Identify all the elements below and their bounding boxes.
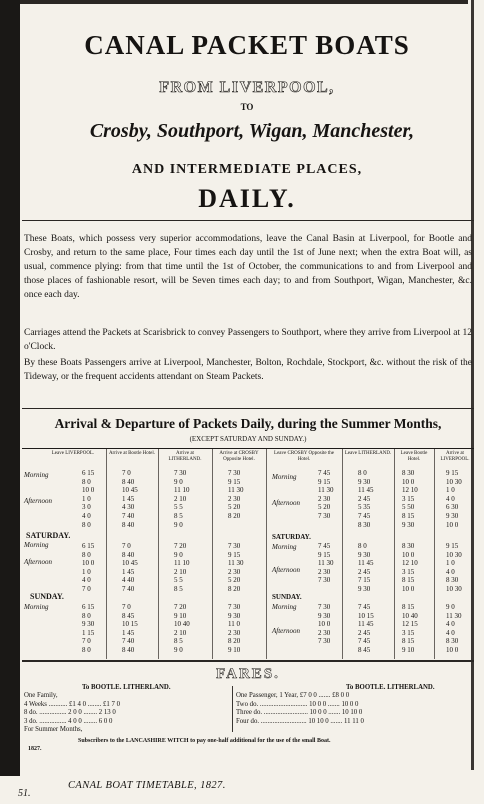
col-sep [158,449,159,659]
timetable-grid [22,448,474,659]
crosby-morning: Morning [272,603,297,611]
intermediate-places: AND INTERMEDIATE PLACES, [131,162,363,177]
paragraph-passengers: By these Boats Passengers arrive at Liverpool, Manchester, Bolton, Rochdale, Stockport, &c. without the risk of the Tideway, or the frequent accidents attendant on Steam Packets. [24,358,472,382]
crosby-sunday: SUNDAY. [272,593,302,601]
fare-row: Three do. .......................... 10 0 0 ....... 10 10 0 [236,709,363,717]
times-leave-crosby: 7 30 9 30 10 0 2 30 7 30 [318,603,331,646]
fare-row: For Summer Months, [24,726,83,734]
section-sunday: SUNDAY. [30,592,64,601]
timetable-subtitle: (EXCEPT SATURDAY AND SUNDAY.) [189,435,307,443]
fare-row: 3 do. ................ 4 0 0 ........ 6 0 0 [24,717,113,725]
header-leave-crosby: Leave CROSBY Opposite the Hotel. [274,451,334,462]
col-sep [434,449,435,659]
crosby-afternoon: Afternoon [272,566,300,574]
times-leave-crosby: 7 45 9 15 11 30 2 30 7 30 [318,542,334,585]
fare-row: 8 do. ................ 2 0 0 ........ 2 13 0 [24,709,116,717]
to-word: TO [240,102,254,112]
fares-family [24,684,229,734]
from-line: FROM LIVERPOOL, [159,79,335,96]
poster-year: 1827. [28,746,42,752]
times-arrive-crosby: 7 30 9 30 11 0 2 30 8 20 9 10 [228,603,241,654]
crosby-morning: Morning [272,473,297,481]
label-morning: Morning [24,541,49,549]
section-saturday: SATURDAY. [26,531,71,540]
times-arrive-liverpool: 9 15 10 30 1 0 4 0 8 30 10 30 [446,542,462,593]
scan-binding-edge [0,0,20,780]
fare-row: 4 Weeks ........... £1 4 0 ........ £1 7 0 [24,700,120,708]
times-leave-liverpool: 6 15 8 0 10 0 1 0 4 0 7 0 [82,542,95,593]
label-morning: Morning [24,471,49,479]
header-leave-bootle: Leave Bootle Hotel. [400,451,428,462]
label-morning: Morning [24,603,49,611]
header-leave-litherland: Leave LITHERLAND. [344,451,392,456]
paragraph-carriages: Carriages attend the Packets at Scarisbrick to convey Passengers to Southport, where they arrive from Liverpool at 12 o'Clock. [24,328,472,352]
fares-right-header: To BOOTLE. LITHERLAND. [346,684,435,691]
subscriber-note: Subscribers to the LANCASHIRE WITCH to pay one-half additional for the use of the small Boat. [78,738,331,744]
fares-divider [232,686,233,732]
times-leave-bootle: 8 30 10 0 12 10 3 15 8 15 10 0 [402,542,418,593]
times-arrive-crosby: 7 30 9 15 11 30 2 30 5 20 8 20 [228,542,244,593]
fares-left-header: To BOOTLE. LITHERLAND. [82,684,171,691]
col-sep [212,449,213,659]
header-arrive-liverpool: Arrive at LIVERPOOL. [440,451,470,462]
col-sep [394,449,395,659]
times-arrive-bootle: 7 0 8 40 10 45 1 45 4 30 7 40 8 40 [122,469,138,529]
divider [22,220,474,221]
destinations: Crosby, Southport, Wigan, Manchester, [89,120,415,142]
label-afternoon: Afternoon [24,497,52,505]
divider [22,408,474,409]
times-arrive-crosby: 7 30 9 15 11 30 2 30 5 20 8 20 [228,469,244,520]
crosby-afternoon: Afternoon [272,499,300,507]
fare-row: One Passenger, 1 Year, £7 0 0 ....... £8 0 0 [236,692,350,700]
header-arrive-litherland: Arrive at LITHERLAND. [168,451,202,462]
times-leave-crosby: 7 45 9 15 11 30 2 30 5 20 7 30 [318,469,334,520]
figure-caption: CANAL BOAT TIMETABLE, 1827. [68,780,226,791]
fares-title: FARES. [216,666,280,682]
times-arrive-liverpool: 9 0 11 30 4 0 4 0 8 30 10 0 [446,603,462,654]
col-sep [106,449,107,659]
times-leave-litherland: 7 45 10 15 11 45 2 45 7 45 8 45 [358,603,374,654]
times-arrive-litherland: 7 30 9 0 11 10 2 10 5 5 8 5 9 0 [174,469,190,529]
times-arrive-liverpool: 9 15 10 30 1 0 4 0 6 30 9 30 10 0 [446,469,462,529]
divider [22,660,474,662]
times-leave-liverpool: 6 15 8 0 9 30 1 15 7 0 8 0 [82,603,95,654]
times-arrive-litherland: 7 20 9 10 10 40 2 10 8 5 9 0 [174,603,190,654]
times-leave-litherland: 8 0 9 30 11 45 2 45 7 15 9 30 [358,542,374,593]
header-leave-liverpool: Leave LIVERPOOL. [51,451,95,456]
poster-title: CANAL PACKET BOATS [84,30,410,60]
crosby-saturday: SATURDAY. [272,533,311,541]
times-leave-litherland: 8 0 9 30 11 45 2 45 5 35 7 45 8 30 [358,469,374,529]
header-arrive-crosby: Arrive at CROSBY Opposite Hotel. [219,451,259,462]
label-afternoon: Afternoon [24,558,52,566]
col-sep [342,449,343,659]
times-leave-bootle: 8 15 10 40 12 15 3 15 8 15 9 10 [402,603,418,654]
times-arrive-bootle: 7 0 8 45 10 15 1 45 7 40 8 40 [122,603,138,654]
fares-single [236,684,472,734]
timetable-title: Arrival & Departure of Packets Daily, during the Summer Months, [54,416,442,431]
fare-row: One Family, [24,692,58,700]
fare-row: Four do. ........................... 10 10 0 ....... 11 11 0 [236,717,364,725]
figure-number: 51. [18,788,31,799]
times-leave-bootle: 8 30 10 0 12 10 3 15 5 50 8 15 9 30 [402,469,418,529]
crosby-afternoon: Afternoon [272,627,300,635]
crosby-morning: Morning [272,543,297,551]
times-leave-liverpool: 6 15 8 0 10 0 1 0 3 0 4 0 8 0 [82,469,95,529]
col-sep [266,449,267,659]
timetable-poster [22,4,472,772]
header-arrive-bootle: Arrive at Bootle Hotel. [108,451,156,456]
times-arrive-litherland: 7 20 9 0 11 10 2 10 5 5 8 5 [174,542,190,593]
paragraph-boats: These Boats, which possess very superior accommodations, leave the Canal Basin at Liverpool, for Bootle and Crosby, and return to the same place, Four times each day until the 1st of June next; when the extra Boat will, as usual, commence plying: from that time until the 1st of October, the communications to and from Liverpool and those places of fashionable resort, will be Seven times each day; to and from Southport, Wigan, Manchester, &c. once each day. [24,234,472,300]
daily-heading: DAILY. [198,184,296,213]
fare-row: Two do. ............................ 10 0 0 ....... 10 0 0 [236,700,359,708]
times-arrive-bootle: 7 0 8 40 10 45 1 45 4 40 7 40 [122,542,138,593]
